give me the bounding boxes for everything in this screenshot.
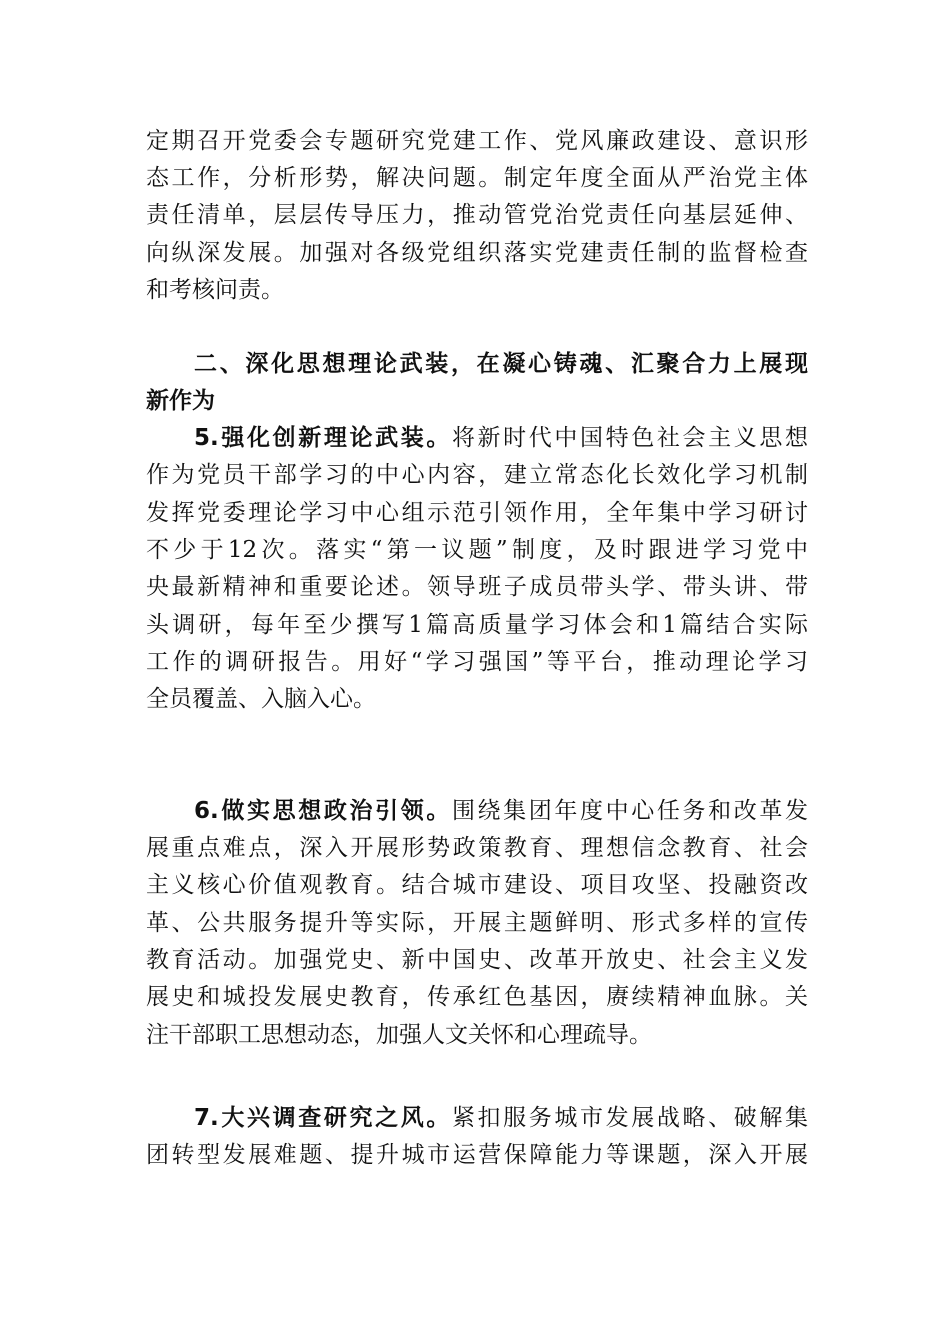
item7-first-line-text: 紧扣服务城市发展战略、破解集 xyxy=(451,1105,808,1131)
intro-line-1: 定期召开党委会专题研究党建工作、党风廉政建设、意识形 xyxy=(146,128,808,154)
item5-line-3: 发挥党委理论学习中心组示范引领作用，全年集中学习研讨 xyxy=(146,500,808,526)
intro-line-4: 向纵深发展。加强对各级党组织落实党建责任制的监督检查 xyxy=(146,240,808,266)
item6-line-7: 注干部职工思想动态，加强人文关怀和心理疏导。 xyxy=(146,1022,652,1048)
item5-line-8: 全员覆盖、入脑入心。 xyxy=(146,686,376,712)
item5-line-6: 头调研，每年至少撰写1篇高质量学习体会和1篇结合实际 xyxy=(146,612,808,638)
item6-line-6: 展史和城投发展史教育，传承红色基因，赓续精神血脉。关 xyxy=(146,984,808,1010)
item6-title: 6.做实思想政治引领。 xyxy=(194,798,452,824)
item5-first-line xyxy=(194,423,808,453)
item5-line-4: 不少于12次。落实“第一议题”制度，及时跟进学习党中 xyxy=(146,537,808,563)
intro-line-2: 态工作，分析形势，解决问题。制定年度全面从严治党主体 xyxy=(146,165,808,191)
item5-line-2: 作为党员干部学习的中心内容，建立常态化长效化学习机制 xyxy=(146,462,808,488)
item6-line-2: 展重点难点，深入开展形势政策教育、理想信念教育、社会 xyxy=(146,835,808,861)
item6-line-4: 革、公共服务提升等实际，开展主题鲜明、形式多样的宣传 xyxy=(146,910,808,936)
item5-line-5: 央最新精神和重要论述。领导班子成员带头学、带头讲、带 xyxy=(146,574,808,600)
item6-first-line-text: 围绕集团年度中心任务和改革发 xyxy=(451,798,808,824)
item7-line-2: 团转型发展难题、提升城市运营保障能力等课题，深入开展 xyxy=(146,1142,808,1168)
section-heading-line-2: 新作为 xyxy=(146,388,215,414)
item6-first-line xyxy=(194,796,808,826)
section-heading-line-1: 二、深化思想理论武装，在凝心铸魂、汇聚合力上展现 xyxy=(194,351,808,377)
item5-line-7: 工作的调研报告。用好“学习强国”等平台，推动理论学习 xyxy=(146,649,808,675)
item5-title: 5.强化创新理论武装。 xyxy=(194,425,452,451)
item5-first-line-text: 将新时代中国特色社会主义思想 xyxy=(451,425,808,451)
item6-line-5: 教育活动。加强党史、新中国史、改革开放史、社会主义发 xyxy=(146,947,808,973)
item7-first-line xyxy=(194,1103,808,1133)
intro-line-5: 和考核问责。 xyxy=(146,277,284,303)
intro-line-3: 责任清单，层层传导压力，推动管党治党责任向基层延伸、 xyxy=(146,202,808,228)
item6-line-3: 主义核心价值观教育。结合城市建设、项目攻坚、投融资改 xyxy=(146,872,808,898)
item7-title: 7.大兴调查研究之风。 xyxy=(194,1105,452,1131)
